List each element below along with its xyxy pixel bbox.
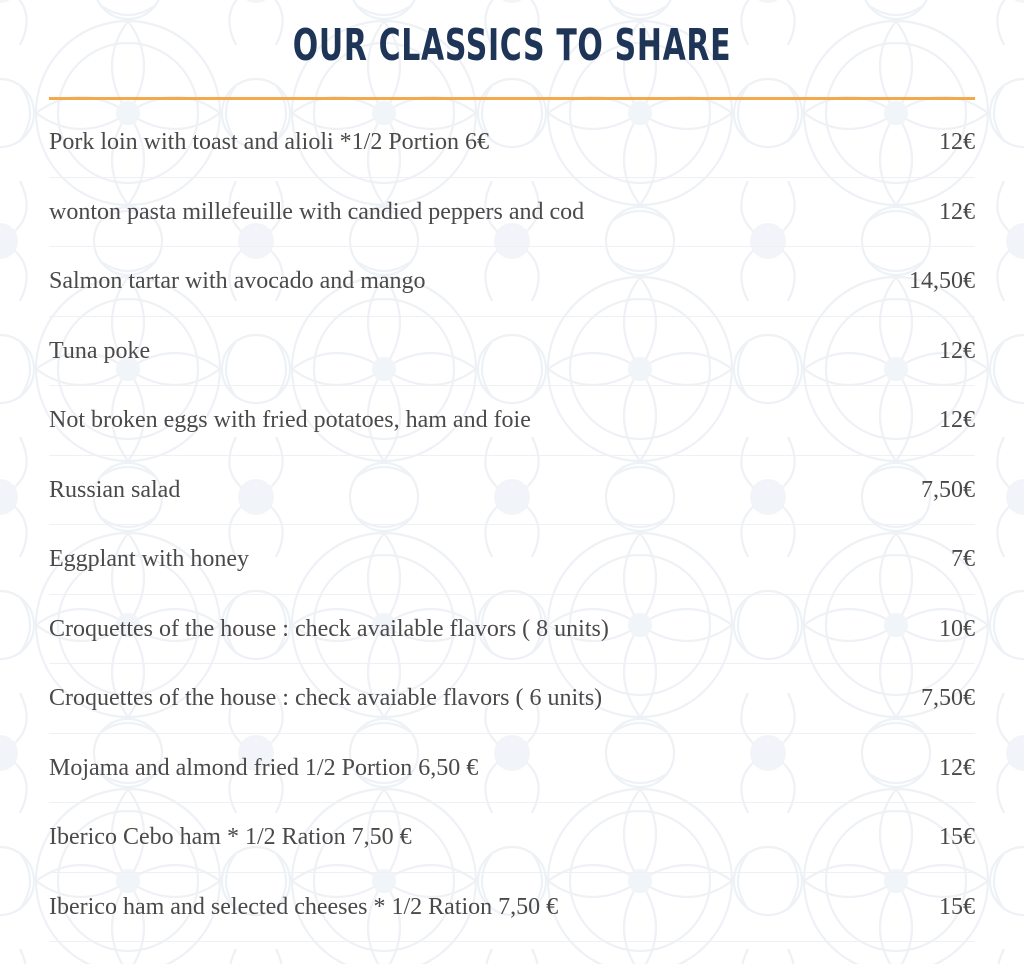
menu-item-price: 12€ [939, 337, 975, 364]
menu-item-name: Mojama and almond fried 1/2 Portion 6,50 € [49, 754, 479, 781]
menu-item [49, 456, 975, 526]
menu-item [49, 108, 975, 178]
menu-item [49, 873, 975, 943]
menu-item-price: 15€ [939, 893, 975, 920]
title-divider [49, 97, 975, 100]
menu-item-price: 7€ [951, 546, 975, 572]
menu-item [49, 664, 975, 734]
menu-item-price: 7,50€ [921, 685, 975, 711]
menu-item-price: 15€ [939, 824, 975, 850]
menu-item-price: 10€ [939, 615, 975, 642]
menu-item-name: Croquettes of the house : check avaiable flavors ( 6 units) [49, 685, 603, 711]
menu-item [49, 595, 975, 665]
menu-item [49, 386, 975, 456]
menu-item-name: Pork loin with toast and alioli *1/2 Portion 6€ [49, 129, 489, 155]
menu-item [49, 247, 975, 317]
menu-item-list [49, 108, 975, 942]
menu-item-name: Eggplant with honey [49, 546, 249, 572]
menu-item-name: Tuna poke [49, 337, 151, 364]
menu-item [49, 525, 975, 595]
menu-item-name: Iberico Cebo ham * 1/2 Ration 7,50 € [49, 824, 412, 850]
menu-item [49, 178, 975, 248]
menu-item [49, 803, 975, 873]
menu-item-price: 12€ [939, 198, 975, 225]
menu-item-price: 12€ [939, 754, 975, 781]
menu-item-price: 12€ [939, 129, 975, 155]
menu-item [49, 317, 975, 387]
menu-item-name: Iberico ham and selected cheeses * 1/2 Ration 7,50 € [49, 893, 559, 920]
menu-item-name: Not broken eggs with fried potatoes, ham and foie [49, 407, 531, 433]
menu-item-price: 7,50€ [921, 476, 975, 503]
menu-item [49, 734, 975, 804]
menu-item-name: Salmon tartar with avocado and mango [49, 268, 426, 294]
menu-item-name: Russian salad [49, 476, 181, 503]
menu-item-price: 14,50€ [909, 268, 975, 294]
menu-item-price: 12€ [939, 407, 975, 433]
menu-title: OUR CLASSICS TO SHARE [292, 20, 732, 71]
menu-item-name: wonton pasta millefeuille with candied peppers and cod [49, 198, 585, 225]
menu-item-name: Croquettes of the house : check available flavors ( 8 units) [49, 615, 609, 642]
